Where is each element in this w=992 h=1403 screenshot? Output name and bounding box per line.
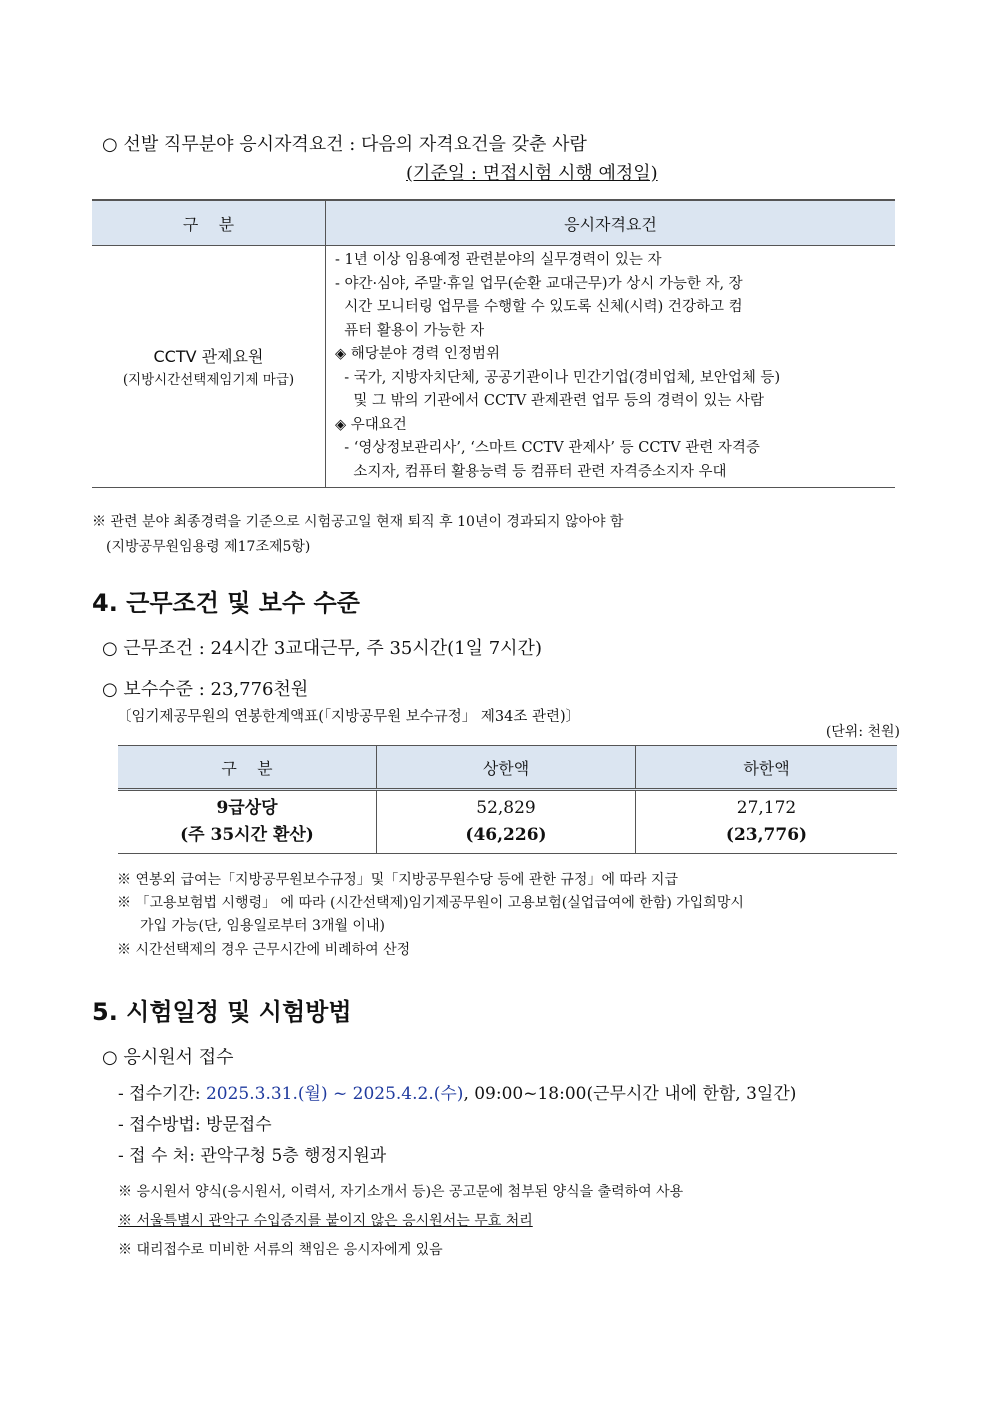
grade-hours: (주 35시간 환산) — [180, 825, 314, 845]
req-line: - 야간·심야, 주말·휴일 업무(순환 교대근무)가 상시 가능한 자, 장 — [335, 275, 743, 292]
req-line: ◈ 우대요건 — [335, 416, 407, 433]
req-line: - ‘영상정보관리사’, ‘스마트 CCTV 관제사’ 등 CCTV 관련 자격증 — [335, 440, 760, 456]
upper-amount-35h: (46,226) — [465, 825, 547, 845]
period-rest: , 09:00~18:00(근무시간 내에 한함, 3일간) — [463, 1084, 797, 1104]
period-dates: 2025.3.31.(월) ~ 2025.4.2.(수) — [205, 1084, 464, 1104]
period-label: - 접수기간: — [118, 1084, 206, 1104]
reception-note: ※ 서울특별시 관악구 수입증지를 붙이지 않은 응시원서는 무효 처리 — [118, 1213, 533, 1229]
table-header-requirements: 응시자격요건 — [326, 200, 896, 246]
upper-amount: 52,829 — [476, 798, 536, 818]
reception-note: ※ 응시원서 양식(응시원서, 이력서, 자기소개서 등)은 공고문에 첨부된 양식을 출력하여 사용 — [118, 1184, 684, 1200]
pay-note: ※ 시간선택제의 경우 근무시간에 비례하여 산정 — [117, 942, 411, 958]
req-line: 시간 모니터링 업무를 수행할 수 있도록 신체(시력) 건강하고 컴 — [335, 299, 743, 315]
pay-note: 가입 가능(단, 임용일로부터 3개월 이내) — [140, 918, 385, 934]
section-5-heading: 5. 시험일정 및 시험방법 — [92, 998, 352, 1026]
pay-reference: 〔임기제공무원의 연봉한계액표(「지방공무원 보수규정」 제34조 관련)〕 — [117, 709, 581, 725]
pay-note: ※ 「고용보험법 시행령」 에 따라 (시간선택제)임기제공무원이 고용보험(실업급여에 한함) 가입희망시 — [117, 895, 744, 911]
grade-cell — [118, 790, 377, 854]
unit-label: (단위: 천원) — [825, 724, 900, 740]
req-line: 퓨터 활용이 가능한 자 — [335, 322, 485, 339]
reception-method: - 접수방법: 방문접수 — [118, 1115, 272, 1135]
reception-place: - 접 수 처: 관악구청 5층 행정지원과 — [118, 1146, 387, 1166]
requirements-cell — [326, 246, 896, 488]
career-note-ref: (지방공무원임용령 제17조제5항) — [106, 539, 311, 555]
reception-title: ○ 응시원서 접수 — [102, 1047, 234, 1068]
reception-period — [118, 1083, 796, 1105]
role-title: CCTV 관제요원 — [153, 346, 264, 366]
pay-table — [118, 745, 897, 854]
requirements-list — [327, 247, 894, 486]
req-line: - 국가, 지방자치단체, 공공기관이나 민간기업(경비업체, 보안업체 등) — [335, 369, 781, 386]
req-line: 및 그 밖의 기관에서 CCTV 관제관련 업무 등의 경력이 있는 사람 — [335, 393, 765, 409]
req-line: ◈ 해당분야 경력 인정범위 — [335, 346, 501, 362]
lower-amount: 27,172 — [736, 798, 797, 818]
reception-note: ※ 대리접수로 미비한 서류의 책임은 응시자에게 있음 — [118, 1242, 443, 1258]
qualification-table — [92, 199, 895, 488]
qualification-intro: ○ 선발 직무분야 응시자격요건 : 다음의 자격요건을 갖춘 사람 — [102, 134, 587, 155]
career-note: ※ 관련 분야 최종경력을 기준으로 시험공고일 현재 퇴직 후 10년이 경과되지 않아야 함 — [92, 514, 624, 530]
section-4-heading: 4. 근무조건 및 보수 수준 — [92, 589, 360, 617]
work-condition: ○ 근무조건 : 24시간 3교대근무, 주 35시간(1일 7시간) — [102, 638, 542, 659]
table-row — [118, 790, 897, 854]
lower-cell — [636, 790, 898, 854]
lower-amount-35h: (23,776) — [725, 825, 808, 845]
pay-header-category: 구 분 — [118, 746, 377, 790]
pay-header-upper: 상한액 — [377, 746, 636, 790]
role-subtitle: (지방시간선택제임기제 마급) — [122, 371, 295, 388]
req-line: 소지자, 컴퓨터 활용능력 등 컴퓨터 관련 자격증소지자 우대 — [335, 463, 727, 480]
base-date: (기준일 : 면접시험 시행 예정일) — [406, 163, 658, 184]
role-cell — [92, 246, 326, 488]
grade-label: 9급상당 — [216, 798, 278, 818]
upper-cell — [377, 790, 636, 854]
pay-note: ※ 연봉외 급여는「지방공무원보수규정」및「지방공무원수당 등에 관한 규정」에 따라 지급 — [117, 872, 678, 888]
pay-level: ○ 보수수준 : 23,776천원 — [102, 679, 309, 700]
req-line: - 1년 이상 임용예정 관련분야의 실무경력이 있는 자 — [335, 252, 662, 268]
table-header-category: 구 분 — [92, 200, 326, 246]
pay-header-lower: 하한액 — [636, 746, 898, 790]
